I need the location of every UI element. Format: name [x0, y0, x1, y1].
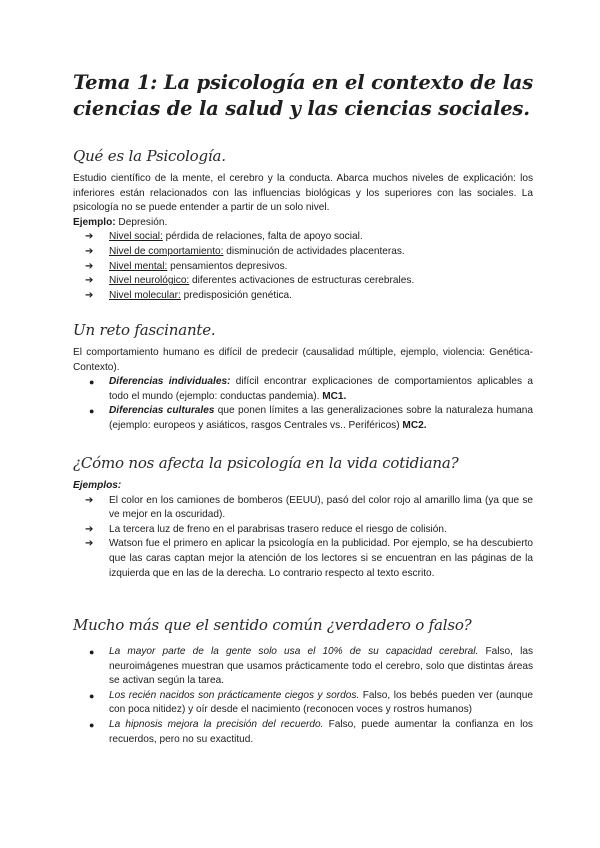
- example-text: El color en los camiones de bomberos (EEUU), pasó del color rojo al amarillo lima (ya que se ve mejor en la oscuridad).: [109, 494, 533, 521]
- list-item: [73, 274, 533, 289]
- list-item: [73, 718, 533, 747]
- bullet-icon: ●: [89, 647, 95, 657]
- example-text: Depresión.: [115, 216, 168, 228]
- arrow-icon: ➔: [85, 494, 94, 506]
- example-text: La tercera luz de freno en el parabrisas trasero reduce el riesgo de colisión.: [109, 523, 447, 535]
- list-item: [73, 375, 533, 404]
- section-heading: Mucho más que el sentido común ¿verdadero o falso?: [73, 616, 472, 634]
- examples-label-text: Ejemplos:: [73, 480, 122, 491]
- section-heading: Un reto fascinante.: [73, 321, 216, 339]
- arrow-icon: ➔: [85, 523, 94, 535]
- example-line: [73, 216, 533, 231]
- bullet-icon: ●: [89, 377, 95, 388]
- arrow-icon: ➔: [85, 538, 94, 550]
- levels-list: [73, 230, 533, 303]
- example-text: Watson fue el primero en aplicar la psicología en la publicidad. Por ejemplo, se ha descubierto que las caras captan mejor la atención de los lectores si se encuentran en las páginas de la izquierda que en las de la derecha. Lo contrario respecto al texto escrito.: [109, 538, 533, 579]
- list-item: [73, 260, 533, 275]
- section-intro: El comportamiento humano es difícil de predecir (causalidad múltiple, ejemplo, violencia: Genética-Contexto).: [73, 347, 533, 373]
- list-item: [73, 523, 533, 538]
- myth-answer: Falso, puede aumentar la confianza en los recuerdos, pero no su exactitud.: [109, 718, 533, 745]
- myth-claim: La mayor parte de la gente solo usa el 10% de su capacidad cerebral.: [109, 646, 479, 657]
- difference-tag: MC1.: [322, 390, 347, 402]
- myth-answer: Falso, las neuroimágenes muestran que usamos prácticamente todo el cerebro, solo que distintas áreas se activan según la tarea.: [109, 646, 533, 687]
- level-text: predisposición genética.: [180, 289, 292, 301]
- arrow-icon: ➔: [85, 231, 94, 243]
- level-term: Nivel neurológico:: [109, 275, 190, 287]
- section-vida-cotidiana: [73, 453, 533, 581]
- section-reto-fascinante: [73, 320, 533, 434]
- bullet-icon: ●: [89, 719, 95, 730]
- level-term: Nivel de comportamiento:: [109, 245, 224, 257]
- example-label: Ejemplo:: [73, 216, 116, 228]
- level-term: Nivel social:: [109, 231, 163, 243]
- difference-text: que ponen límites a las generalizaciones sobre la naturaleza humana (ejemplo: europeos y asiáticos, rasgos Centrales vs.. Periféricos): [109, 405, 533, 431]
- myth-claim: La hipnosis mejora la precisión del recuerdo.: [109, 718, 324, 730]
- myths-list: [73, 645, 533, 747]
- arrow-icon: ➔: [85, 245, 94, 257]
- section-heading: ¿Cómo nos afecta la psicología en la vida cotidiana?: [73, 454, 459, 472]
- list-item: [73, 404, 533, 433]
- document-title: Tema 1: La psicología en el contexto de las ciencias de la salud y las ciencias sociales.: [73, 71, 533, 120]
- list-item: [73, 230, 533, 245]
- differences-list: [73, 375, 533, 433]
- difference-text: difícil encontrar explicaciones de comportamientos aplicables a todo el mundo (ejemplo: conductas pandemia).: [109, 376, 533, 402]
- arrow-icon: ➔: [85, 289, 94, 301]
- section-heading: Qué es la Psicología.: [73, 147, 226, 165]
- arrow-icon: ➔: [85, 275, 94, 287]
- list-item: [73, 689, 533, 718]
- level-text: diferentes activaciones de estructuras cerebrales.: [189, 275, 415, 287]
- bullet-icon: ●: [89, 690, 95, 701]
- examples-list: [73, 494, 533, 582]
- level-text: pensamientos depresivos.: [167, 260, 288, 272]
- level-term: Nivel molecular:: [109, 289, 181, 301]
- section-verdadero-falso: [73, 615, 533, 747]
- level-term: Nivel mental:: [109, 260, 168, 272]
- level-text: pérdida de relaciones, falta de apoyo social.: [162, 231, 363, 243]
- arrow-icon: ➔: [85, 260, 94, 272]
- difference-tag: MC2.: [402, 419, 427, 431]
- difference-term: Diferencias individuales:: [109, 376, 231, 388]
- list-item: [73, 289, 533, 304]
- list-item: [73, 537, 533, 581]
- difference-term: Diferencias culturales: [109, 405, 215, 417]
- myth-claim: Los recién nacidos son prácticamente ciegos y sordos.: [109, 689, 360, 701]
- section-que-es-psicologia: [73, 146, 533, 303]
- list-item: [73, 245, 533, 260]
- myth-answer: Falso, los bebés pueden ver (aunque con poca nitidez) y oír desde el nacimiento (reconocen voces y rostros humanos): [109, 689, 533, 716]
- bullet-icon: ●: [89, 406, 95, 417]
- level-text: disminución de actividades placenteras.: [223, 245, 405, 257]
- list-item: [73, 494, 533, 523]
- section-intro: Estudio científico de la mente, el cerebro y la conducta. Abarca muchos niveles de explicación: los inferiores están relacionados con las influencias biológicas y los superiores con las sociales. La psicología no se puede entender a partir de un solo nivel.: [73, 173, 533, 214]
- examples-label: [73, 479, 533, 494]
- list-item: [73, 645, 533, 689]
